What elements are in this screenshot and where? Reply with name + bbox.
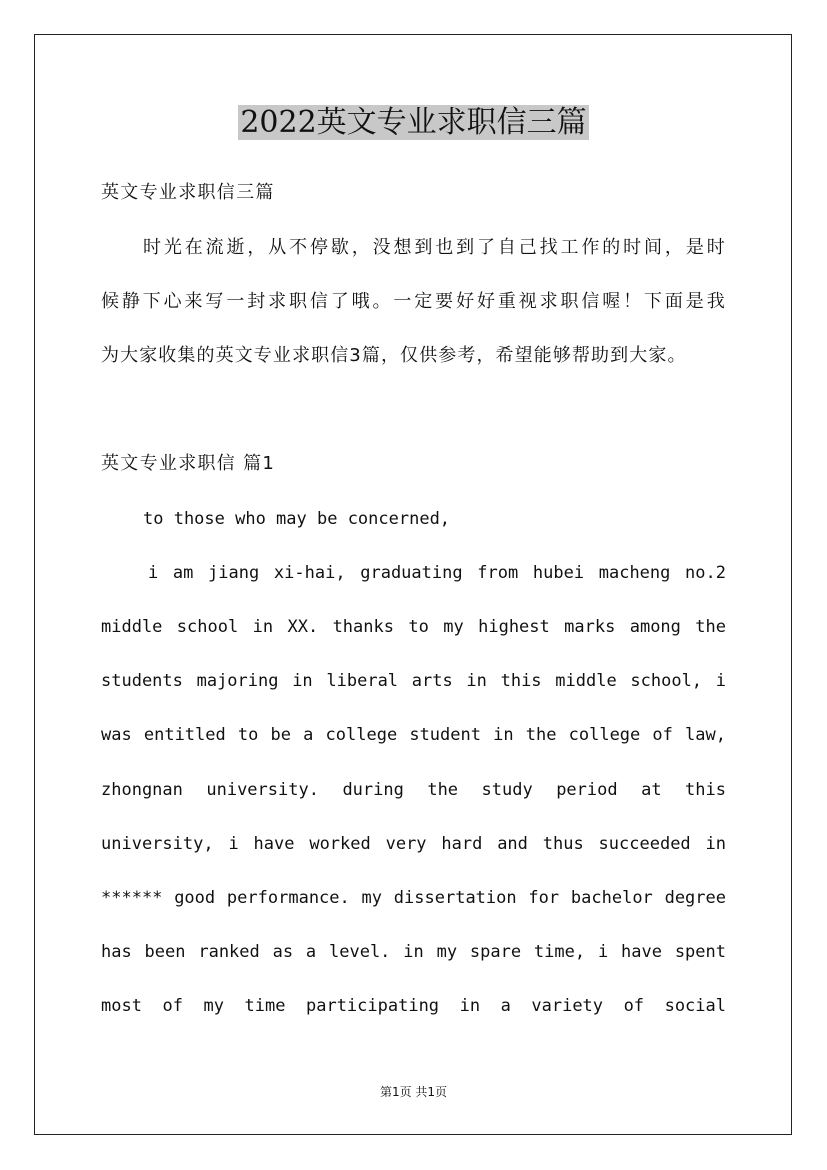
- document-title: [0, 103, 827, 143]
- page-footer: 第1页 共1页: [379, 1085, 448, 1099]
- body-line-2: middle school in XX. thanks to my highest marks among the: [101, 617, 726, 637]
- section-heading: 英文专业求职信 篇1: [101, 453, 276, 474]
- body-line-7: ****** good performance. my dissertation for bachelor degree: [101, 888, 726, 908]
- document-subtitle: 英文专业求职信三篇: [101, 182, 275, 203]
- intro-line-3: 为大家收集的英文专业求职信3篇，仅供参考，希望能够帮助到大家。: [101, 345, 687, 366]
- salutation: to those who may be concerned,: [143, 509, 451, 529]
- body-line-9: most of my time participating in a variety of social: [101, 996, 726, 1016]
- document-title-text: 2022英文专业求职信三篇: [240, 105, 587, 140]
- body-line-8: has been ranked as a level. in my spare time, i have spent: [101, 942, 726, 962]
- body-line-4: was entitled to be a college student in the college of law,: [101, 725, 726, 745]
- body-line-6: university, i have worked very hard and thus succeeded in: [101, 834, 726, 854]
- body-line-3: students majoring in liberal arts in this middle school, i: [101, 671, 726, 691]
- intro-line-1: 时光在流逝，从不停歇，没想到也到了自己找工作的时间，是时: [143, 237, 726, 258]
- body-line-5: zhongnan university. during the study period at this: [101, 780, 726, 800]
- intro-line-2: 候静下心来写一封求职信了哦。一定要好好重视求职信喔！下面是我: [101, 291, 726, 312]
- body-line-1: i am jiang xi-hai, graduating from hubei macheng no.2: [148, 563, 726, 583]
